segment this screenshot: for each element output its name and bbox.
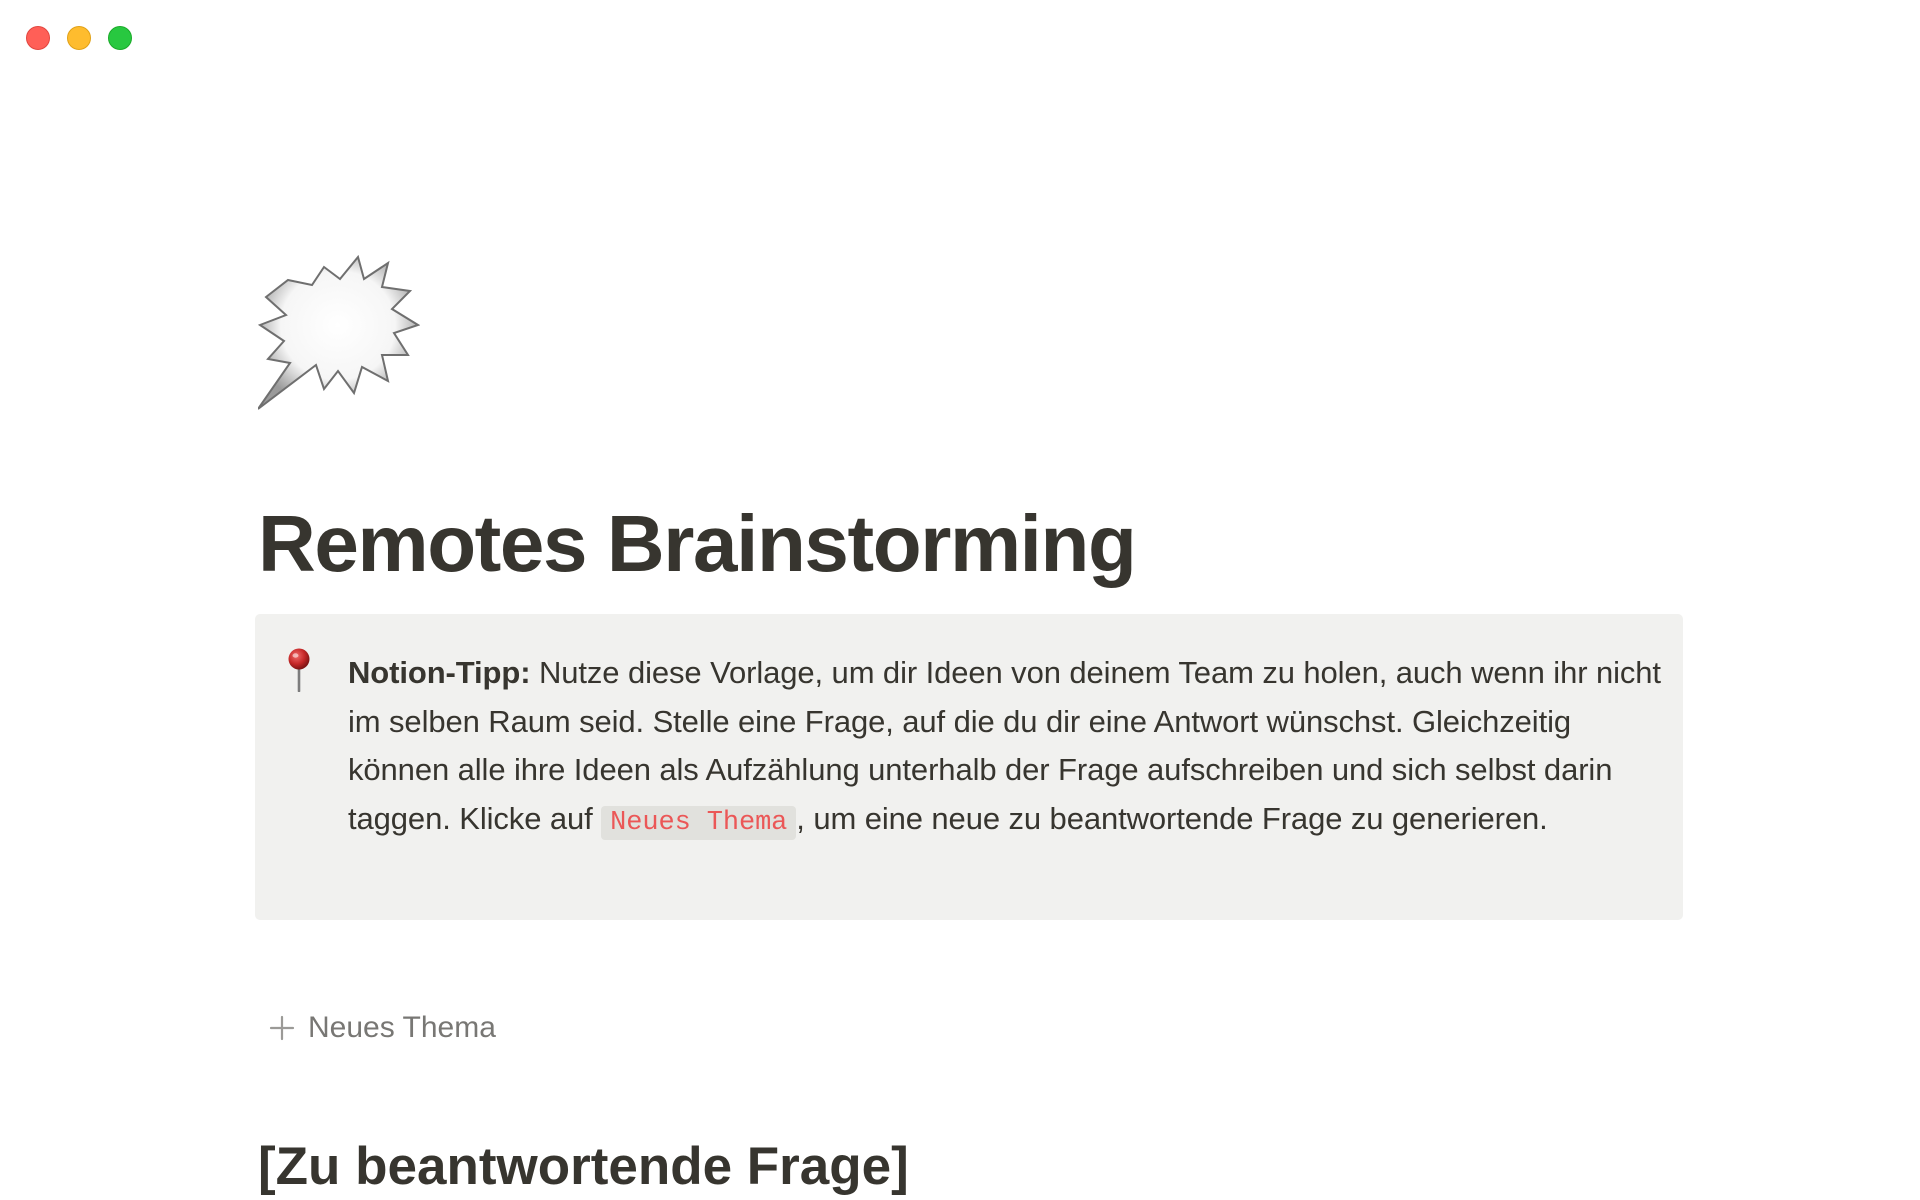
new-topic-button[interactable] [262, 1005, 502, 1051]
page-title[interactable]: Remotes Brainstorming [258, 499, 1136, 588]
new-topic-label: Neues Thema [308, 1011, 496, 1044]
window-controls [26, 26, 132, 50]
minimize-window-button[interactable] [67, 26, 91, 50]
round-pushpin-icon[interactable] [285, 648, 313, 692]
explosion-speech-bubble-icon[interactable] [258, 255, 420, 411]
callout-text-part: Nutze diese Vorlage, um dir Ideen von deinem Team zu holen, auch wenn ihr nicht im selben Raum seid. Stelle eine Frage, auf die du dir eine Antwort wünschst. Gleichzeitig können alle ihre Ideen als Aufzählung unterhalb der Frage aufschreiben und sich selbst darin taggen. Klicke auf [348, 655, 1661, 836]
maximize-window-button[interactable] [108, 26, 132, 50]
callout-bold-label: Notion-Tipp: [348, 655, 531, 690]
inline-code: Neues Thema [601, 806, 796, 840]
plus-icon [268, 1014, 296, 1042]
notion-tip-callout [255, 614, 1683, 920]
callout-text-part: , um eine neue zu beantwortende Frage zu generieren. [796, 800, 1548, 836]
callout-text[interactable] [348, 649, 1668, 847]
question-heading[interactable]: [Zu beantwortende Frage] [258, 1137, 909, 1196]
close-window-button[interactable] [26, 26, 50, 50]
